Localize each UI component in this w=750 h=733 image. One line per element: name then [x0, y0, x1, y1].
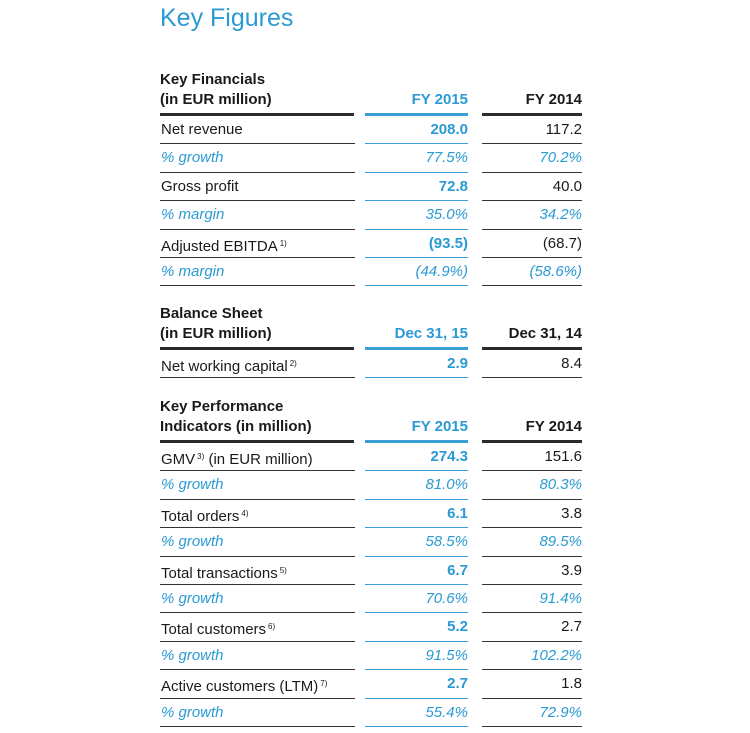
row-label: [160, 471, 355, 499]
row-label-text: % margin: [161, 206, 225, 224]
table-section: [160, 391, 582, 727]
table-row: [160, 201, 582, 229]
row-label: [160, 116, 355, 144]
footnote-marker: 7): [320, 679, 328, 689]
section-heading-line: Key Performance: [160, 398, 284, 415]
row-label: [160, 699, 355, 727]
row-label: [160, 585, 355, 613]
page-title: Key Figures: [160, 4, 294, 32]
section-heading-line: Balance Sheet: [160, 305, 263, 322]
value-prior: (68.7): [482, 230, 582, 258]
value-prior: 89.5%: [482, 528, 582, 556]
footnote-marker: 1): [279, 238, 287, 248]
value-current: 55.4%: [365, 699, 468, 727]
column-header-prior: FY 2014: [525, 91, 582, 108]
row-label: [160, 443, 355, 471]
table-row: [160, 613, 582, 641]
value-prior: 2.7: [482, 613, 582, 641]
value-current: (93.5): [365, 230, 468, 258]
table-header: [160, 64, 582, 116]
value-current: 91.5%: [365, 642, 468, 670]
row-label: [160, 230, 355, 258]
footnote-marker: 6): [268, 622, 276, 632]
row-label-text: % growth: [161, 533, 224, 551]
table-row: [160, 670, 582, 698]
table-row: [160, 642, 582, 670]
value-current: 81.0%: [365, 471, 468, 499]
section-heading-line: (in EUR million): [160, 91, 272, 108]
value-current: (44.9%): [365, 258, 468, 286]
row-label-text: Gross profit: [161, 177, 239, 195]
column-header-current: FY 2015: [411, 418, 468, 435]
row-label-text: Active customers (LTM): [161, 678, 319, 696]
row-label-text: % growth: [161, 149, 224, 167]
value-prior: 40.0: [482, 173, 582, 201]
footnote-marker: 5): [279, 565, 287, 575]
value-prior: 70.2%: [482, 144, 582, 172]
value-current: 6.7: [365, 557, 468, 585]
table-row: [160, 528, 582, 556]
value-prior: 3.8: [482, 500, 582, 528]
row-label-text: % growth: [161, 646, 224, 664]
row-label: [160, 173, 355, 201]
section-heading-line: Indicators (in million): [160, 418, 312, 435]
table-row: [160, 258, 582, 286]
value-current: 72.8: [365, 173, 468, 201]
footnote-marker: 3): [197, 452, 205, 461]
table-row: [160, 585, 582, 613]
table-row: [160, 116, 582, 144]
value-current: 6.1: [365, 500, 468, 528]
column-header-prior: FY 2014: [525, 418, 582, 435]
row-label-text: Total customers: [161, 621, 267, 639]
footnote-marker: 4): [241, 508, 249, 518]
row-label: [160, 670, 355, 698]
row-label: [160, 350, 355, 378]
section-heading-line: Key Financials: [160, 71, 266, 88]
value-prior: 80.3%: [482, 471, 582, 499]
table-section: [160, 64, 582, 286]
section-heading: [160, 304, 360, 344]
value-current: 2.9: [365, 350, 468, 378]
value-current: 35.0%: [365, 201, 468, 229]
row-label-text: Total transactions: [161, 564, 278, 582]
value-current: 5.2: [365, 613, 468, 641]
value-prior: 3.9: [482, 557, 582, 585]
table-row: [160, 230, 582, 258]
value-prior: 151.6: [482, 443, 582, 471]
row-label: [160, 557, 355, 585]
table-header: [160, 391, 582, 443]
row-label-text: GMV: [161, 451, 196, 468]
column-header-current: Dec 31, 15: [394, 325, 468, 342]
row-label: [160, 258, 355, 286]
table-row: [160, 557, 582, 585]
value-current: 58.5%: [365, 528, 468, 556]
row-label: [160, 528, 355, 556]
row-label-text: Net revenue: [161, 121, 243, 138]
value-prior: (58.6%): [482, 258, 582, 286]
value-current: 2.7: [365, 670, 468, 698]
footnote-marker: 2): [289, 359, 297, 368]
value-prior: 102.2%: [482, 642, 582, 670]
row-label-text: % growth: [161, 589, 224, 607]
table-header: [160, 298, 582, 350]
table-row: [160, 350, 582, 378]
value-current: 77.5%: [365, 144, 468, 172]
value-current: 208.0: [365, 116, 468, 144]
row-label: [160, 642, 355, 670]
value-prior: 8.4: [482, 350, 582, 378]
row-label-text: Adjusted EBITDA: [161, 237, 278, 255]
row-label: [160, 500, 355, 528]
value-prior: 117.2: [482, 116, 582, 144]
row-label-text: % margin: [161, 262, 225, 280]
value-prior: 72.9%: [482, 699, 582, 727]
value-current: 70.6%: [365, 585, 468, 613]
row-label: [160, 613, 355, 641]
value-prior: 34.2%: [482, 201, 582, 229]
table-row: [160, 500, 582, 528]
table-row: [160, 471, 582, 499]
value-current: 274.3: [365, 443, 468, 471]
row-label-text: Total orders: [161, 507, 240, 525]
row-label-suffix: (in EUR million): [204, 451, 313, 468]
section-heading: [160, 70, 360, 110]
table-row: [160, 173, 582, 201]
table-section: [160, 298, 582, 378]
table-row: [160, 699, 582, 727]
row-label-text: % growth: [161, 476, 224, 494]
row-label: [160, 201, 355, 229]
value-prior: 1.8: [482, 670, 582, 698]
column-header-prior: Dec 31, 14: [508, 325, 582, 342]
table-row: [160, 443, 582, 471]
section-heading: [160, 397, 360, 437]
row-label-text: % growth: [161, 703, 224, 721]
section-heading-line: (in EUR million): [160, 325, 272, 342]
row-label-text: Net working capital: [161, 358, 288, 375]
row-label: [160, 144, 355, 172]
value-prior: 91.4%: [482, 585, 582, 613]
column-header-current: FY 2015: [411, 91, 468, 108]
table-row: [160, 144, 582, 172]
